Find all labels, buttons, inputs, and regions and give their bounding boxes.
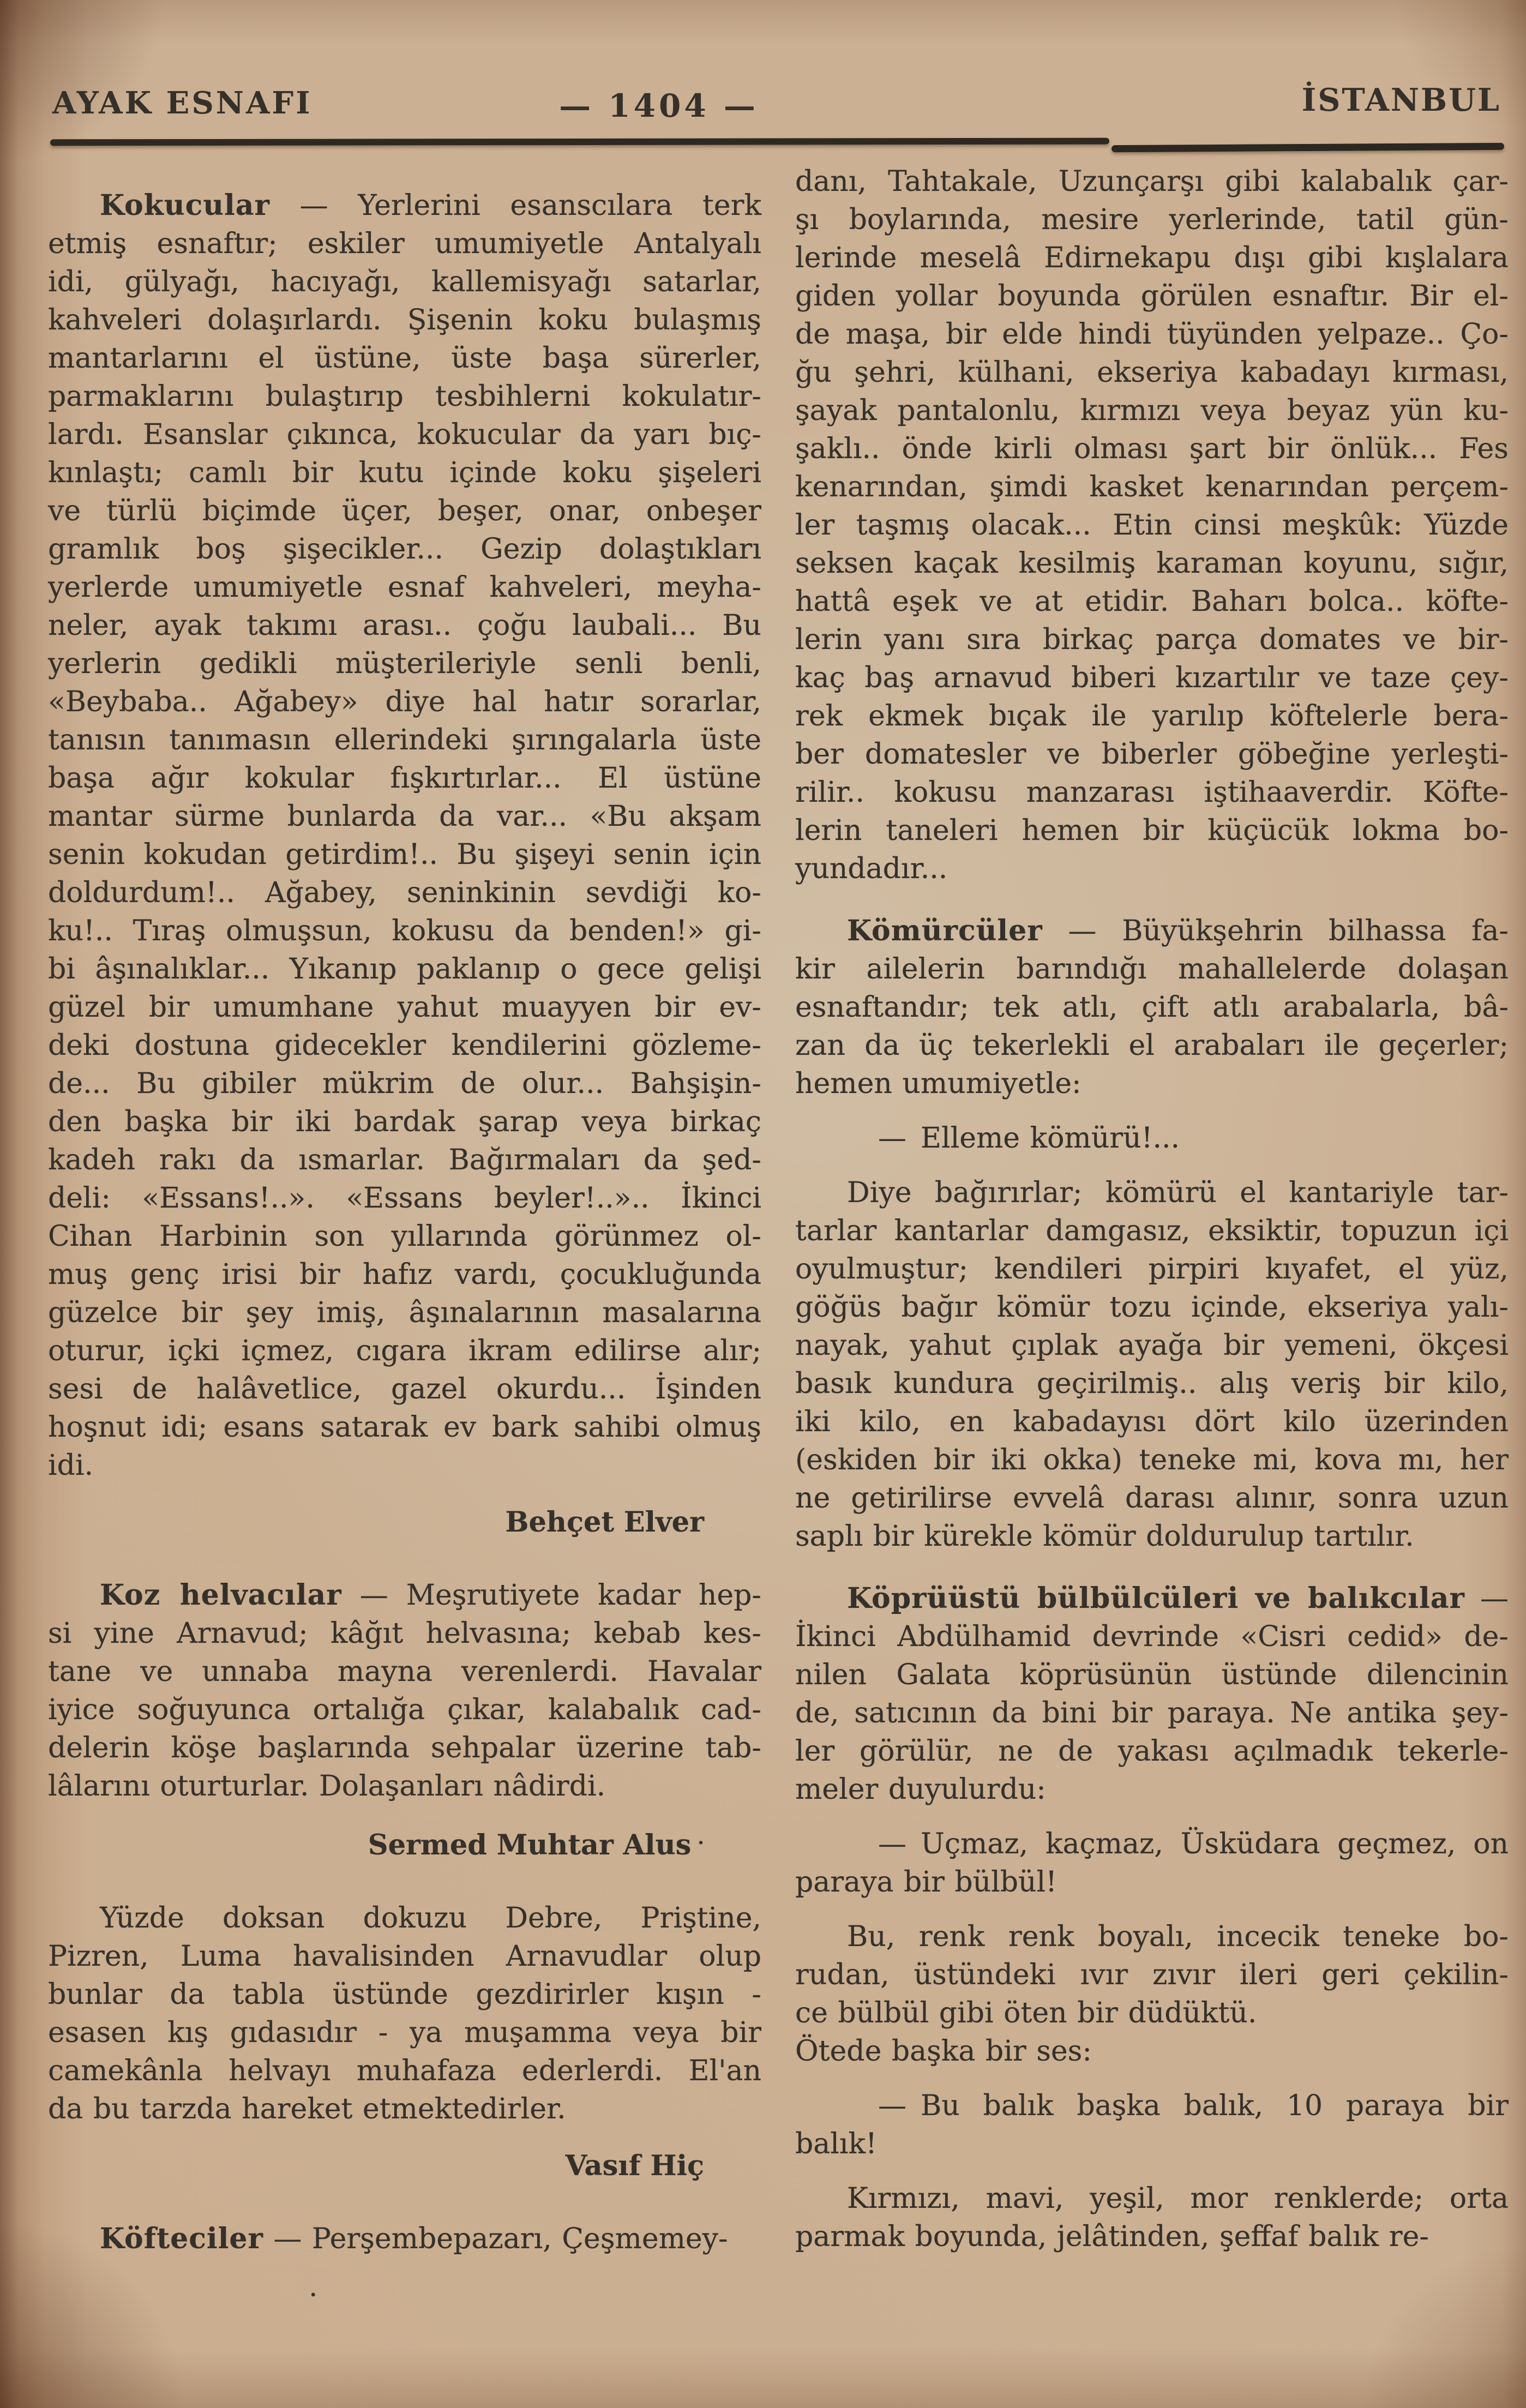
entry-paragraph xyxy=(795,912,1509,1103)
text-line: ku!.. Tıraş olmuşsun, kokusu da benden!» gi- xyxy=(48,915,761,947)
text-line: Diye bağırırlar; kömürü el kantariyle tar- xyxy=(847,1176,1509,1209)
text-line: kenarından, şimdi kasket kenarından perçem- xyxy=(795,471,1509,503)
paragraph xyxy=(795,1918,1509,2032)
entry-paragraph xyxy=(48,1576,761,1805)
text-line: lerin yanı sıra birkaç parça domates ve bir- xyxy=(795,623,1509,656)
entry-headword: Kokucular xyxy=(100,189,270,222)
text-line: de, satıcının da bini bir paraya. Ne antika şey- xyxy=(795,1697,1509,1730)
text-line: Köfteciler — Perşembepazarı, Çeşmemey- xyxy=(100,2222,728,2255)
text-line: delerin köşe başlarında sehpalar üzerine tab- xyxy=(48,1732,761,1764)
entry-headword: Köfteciler xyxy=(100,2222,263,2255)
text-line: ve türlü biçimde üçer, beşer, onar, onbeşer xyxy=(48,495,761,527)
text-line: paraya bir bülbül! xyxy=(795,1866,1058,1899)
text-line: «Beybaba.. Ağabey» diye hal hatır sorarlar, xyxy=(48,686,761,718)
text-line: mantar sürme bunlarda da var... «Bu akşam xyxy=(48,800,761,833)
entry-headword: Koz helvacılar xyxy=(100,1578,342,1612)
text-line: neler, ayak takımı arası.. çoğu laubali... Bu xyxy=(48,609,761,642)
text-line: bi âşınalıklar... Yıkanıp paklanıp o gece gelişi xyxy=(48,953,761,986)
text-line: parmak boyunda, jelâtinden, şeffaf balık re- xyxy=(795,2220,1429,2253)
text-line: ce bülbül gibi öten bir düdüktü. xyxy=(795,1997,1257,2029)
text-line: camekânla helvayı muhafaza ederlerdi. El'an xyxy=(48,2055,761,2087)
text-line: — Elleme kömürü!... xyxy=(878,1122,1180,1155)
text-line: Cihan Harbinin son yıllarında görünmez ol- xyxy=(48,1220,761,1253)
text-line: (eskiden bir iki okka) teneke mi, kova mı, her xyxy=(795,1444,1509,1476)
text-line: idi. xyxy=(48,1449,94,1482)
text-line: ber domatesler ve biberler göbeğine yerleşti- xyxy=(795,738,1509,771)
text-line: senin kokudan getirdim!.. Bu şişeyi senin için xyxy=(48,838,761,871)
entry-paragraph xyxy=(48,2220,761,2258)
text-line: şı boylarında, mesire yerlerinde, tatil gün- xyxy=(795,203,1509,236)
text-line: şaklı.. önde kirli olması şart bir önlük... Fes xyxy=(795,433,1509,465)
text-line: esnaftandır; tek atlı, çift atlı arabalarla, bâ- xyxy=(795,991,1509,1024)
text-line: Ötede başka bir ses: xyxy=(795,2035,1092,2068)
text-line: iki kilo, en kabadayısı dört kilo üzerinden xyxy=(795,1406,1509,1438)
signature-mark: · xyxy=(691,1832,704,1854)
paragraph xyxy=(795,1174,1509,1556)
text-line: rudan, üstündeki ıvır zıvır ileri geri çekilin- xyxy=(795,1959,1509,1991)
text-line: saplı bir kürekle kömür doldurulup tartılır. xyxy=(795,1520,1414,1553)
text-line: oyulmuştur; kendileri pirpiri kıyafet, el yüz, xyxy=(795,1253,1509,1286)
paragraph xyxy=(795,2179,1509,2256)
running-head-place: İSTANBUL xyxy=(1301,82,1501,118)
text-line: hattâ eşek ve at etidir. Baharı bolca.. köfte- xyxy=(795,585,1509,618)
text-line: giden yollar boyunda görülen esnaftır. Bir el- xyxy=(795,280,1509,313)
text-line: tarlar kantarlar damgasız, eksiktir, topuzun içi xyxy=(795,1215,1509,1247)
text-line: göğüs bağır kömür tozu içinde, ekseriya yalı- xyxy=(795,1291,1509,1324)
text-line: başa ağır kokular fışkırtırlar... El üstüne xyxy=(48,762,761,795)
text-line: si yine Arnavud; kâğıt helvasına; kebab kes- xyxy=(48,1617,761,1650)
text-line: doldurdum!.. Ağabey, seninkinin sevdiği ko- xyxy=(48,876,761,909)
text-line: — Bu balık başka balık, 10 paraya bir xyxy=(878,2089,1509,2122)
text-line: meler duyulurdu: xyxy=(795,1773,1046,1806)
text-line: nilen Galata köprüsünün üstünde dilencinin xyxy=(795,1659,1509,1691)
text-line: deki dostuna gidecekler kendilerini gözleme- xyxy=(48,1029,761,1062)
text-line: rek ekmek bıçak ile yarılıp köftelerle bera- xyxy=(795,700,1509,732)
text-line: Bu, renk renk boyalı, incecik teneke bo- xyxy=(847,1920,1509,1953)
text-line: danı, Tahtakale, Uzunçarşı gibi kalabalık çar- xyxy=(795,165,1509,198)
text-line: parmaklarını bulaştırıp tesbihlerni kokulatır- xyxy=(48,380,761,413)
text-line: idi, gülyağı, hacıyağı, kallemisyağı satarlar, xyxy=(48,266,761,298)
text-line: de maşa, bir elde hindi tüyünden yelpaze.. Ço- xyxy=(795,318,1509,351)
text-line: sesi de halâvetlice, gazel okurdu... İşinden xyxy=(48,1373,761,1406)
text-line: güzel bir umumhane yahut muayyen bir ev- xyxy=(48,991,761,1024)
author-signature: Behçet Elver xyxy=(505,1506,704,1539)
entry-headword: Köprüüstü bülbülcüleri ve balıkcılar xyxy=(847,1582,1465,1615)
text-line: lerinde meselâ Edirnekapu dışı gibi kışlalara xyxy=(795,242,1509,274)
text-line: da bu tarzda hareket etmektedirler. xyxy=(48,2093,566,2125)
text-line: nayak, yahut çıplak ayağa bir yemeni, ökçesi xyxy=(795,1329,1509,1362)
text-line: bunlar da tabla üstünde gezdirirler kışın - xyxy=(48,1978,761,2011)
text-line: de... Bu gibiler mükrim de olur... Bahşişin- xyxy=(48,1067,761,1100)
text-line: ne getirilirse evvelâ darası alınır, sonra uzun xyxy=(795,1482,1509,1515)
text-line: lâlarını oturturlar. Dolaşanları nâdirdi. xyxy=(48,1770,606,1803)
text-line: tanısın tanımasın ellerindeki şırıngalarla üste xyxy=(48,724,761,756)
text-line: Kömürcüler — Büyükşehrin bilhassa fa- xyxy=(847,914,1509,947)
stray-ink-dot: . xyxy=(309,2271,318,2303)
text-line: güzelce bir şey imiş, âşınalarının masalarına xyxy=(48,1296,761,1329)
text-line: esasen kış gıdasıdır - ya muşamma veya bir xyxy=(48,2016,761,2049)
text-line: mantarlarını el üstüne, üste başa sürerler, xyxy=(48,342,761,375)
text-line: hemen umumiyetle: xyxy=(795,1067,1082,1100)
street-cry xyxy=(795,1119,1509,1157)
text-line: Köprüüstü bülbülcüleri ve balıkcılar — xyxy=(847,1582,1509,1615)
text-line: Pizren, Luma havalisinden Arnavudlar olup xyxy=(48,1940,761,1973)
text-line: gramlık boş şişecikler... Gezip dolaştıkları xyxy=(48,533,761,566)
text-line: kadeh rakı da ısmarlar. Bağırmaları da şed- xyxy=(48,1144,761,1176)
text-line: hoşnut idi; esans satarak ev bark sahibi olmuş xyxy=(48,1411,761,1444)
text-line: deli: «Essans!..». «Essans beyler!..».. İkinci xyxy=(48,1182,761,1215)
text-line: Yüzde doksan dokuzu Debre, Priştine, xyxy=(100,1902,761,1935)
text-line: seksen kaçak kesilmiş karaman koyunu, sığır, xyxy=(795,547,1509,580)
author-signature: Sermed Muhtar Alus · xyxy=(368,1829,704,1861)
text-line: rilir.. kokusu manzarası iştihaaverdir. Köfte- xyxy=(795,776,1509,809)
text-line: kahveleri dolaşırlardı. Şişenin koku bulaşmış xyxy=(48,304,761,337)
text-line: ler görülür, ne de yakası açılmadık tekerle- xyxy=(795,1735,1509,1768)
text-line: Kokucular — Yerlerini esanscılara terk xyxy=(100,189,761,222)
text-line: lerin taneleri hemen bir küçücük lokma bo- xyxy=(795,814,1509,847)
author-signature: Vasıf Hiç xyxy=(565,2149,704,2182)
text-line: yerlerin gedikli müşterileriyle senli benli, xyxy=(48,647,761,680)
entry-paragraph xyxy=(48,187,761,1485)
text-line: yundadır... xyxy=(795,852,948,885)
entry-headword: Kömürcüler xyxy=(847,914,1043,947)
text-line: tane ve unnaba mayna verenlerdi. Havalar xyxy=(48,1655,761,1688)
paragraph xyxy=(795,2032,1509,2070)
paragraph xyxy=(795,163,1509,888)
head-rule-left-segment xyxy=(50,138,1109,146)
text-line: balık! xyxy=(795,2128,877,2160)
text-line: İkinci Abdülhamid devrinde «Cisri cedid» de- xyxy=(795,1620,1509,1653)
text-line: kınlaştı; camlı bir kutu içinde koku şişeleri xyxy=(48,457,761,489)
street-cry xyxy=(795,2087,1509,2163)
running-head xyxy=(0,82,1526,131)
text-line: Koz helvacılar — Meşrutiyete kadar hep- xyxy=(100,1578,761,1612)
paragraph xyxy=(48,1899,761,2128)
text-columns xyxy=(48,163,1509,2306)
text-line: ğu şehri, külhani, ekseriya kabadayı kırması, xyxy=(795,356,1509,389)
text-line: iyice soğuyunca ortalığa çıkar, kalabalık cad- xyxy=(48,1694,761,1726)
text-line: oturur, içki içmez, cıgara ikram edilirse alır; xyxy=(48,1335,761,1367)
text-line: etmiş esnaftır; eskiler umumiyetle Antalyalı xyxy=(48,227,761,260)
street-cry xyxy=(795,1825,1509,1901)
right-column xyxy=(795,163,1509,2306)
text-line: den başka bir iki bardak şarap veya birkaç xyxy=(48,1106,761,1138)
left-column xyxy=(48,163,761,2306)
running-head-title: AYAK ESNAFI xyxy=(52,85,313,121)
text-line: zan da üç tekerlekli el arabaları ile geçerler; xyxy=(795,1029,1509,1062)
text-line: şayak pantalonlu, kırmızı veya beyaz yün ku- xyxy=(795,394,1509,427)
text-line: basık kundura geçirilmiş.. alış veriş bir kilo, xyxy=(795,1367,1509,1400)
entry-paragraph xyxy=(795,1580,1509,1809)
text-line: Kırmızı, mavi, yeşil, mor renklerde; orta xyxy=(847,2182,1509,2215)
text-line: ler taşmış olacak... Etin cinsi meşkûk: Yüzde xyxy=(795,509,1509,542)
text-line: yerlerde umumiyetle esnaf kahveleri, meyha- xyxy=(48,571,761,604)
page-number: — 1404 — xyxy=(559,87,759,124)
text-line: kir ailelerin barındığı mahallelerde dolaşan xyxy=(795,953,1509,986)
text-line: lardı. Esanslar çıkınca, kokucular da yarı bıç- xyxy=(48,418,761,451)
head-rule-right-segment xyxy=(1112,143,1504,152)
text-line: kaç baş arnavud biberi kızartılır ve taze çey- xyxy=(795,662,1509,694)
text-line: muş genç irisi bir hafız vardı, çocukluğunda xyxy=(48,1258,761,1291)
text-line: — Uçmaz, kaçmaz, Üsküdara geçmez, on xyxy=(878,1828,1509,1860)
